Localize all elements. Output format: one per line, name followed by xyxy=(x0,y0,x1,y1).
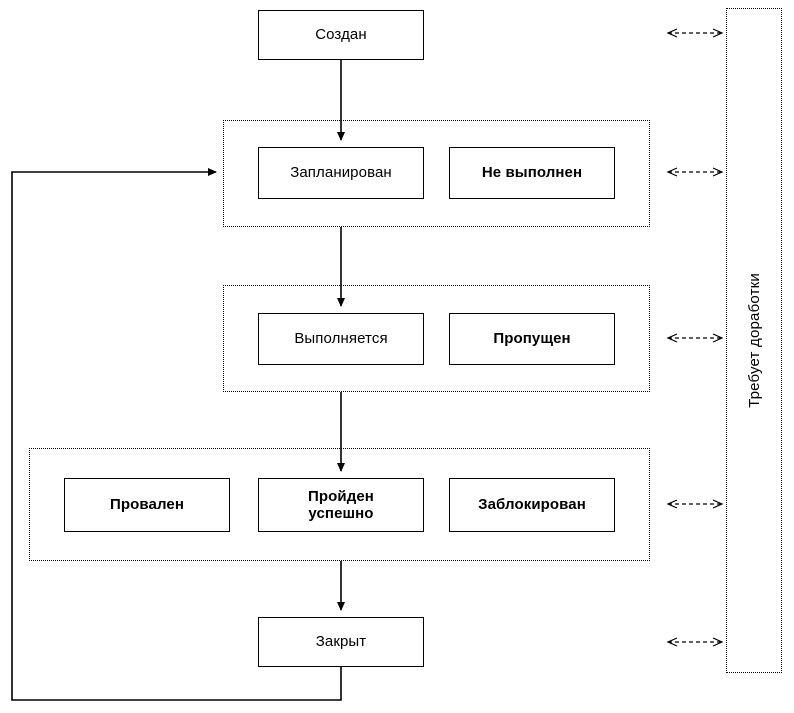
node-failed[interactable] xyxy=(64,478,230,532)
node-blocked-label: Заблокирован xyxy=(478,496,586,514)
node-not-done-label: Не выполнен xyxy=(481,164,583,182)
node-closed[interactable] xyxy=(258,617,424,667)
node-rework[interactable] xyxy=(726,8,782,673)
node-failed-label: Провален xyxy=(109,496,184,514)
node-created-label: Создан xyxy=(315,26,367,44)
node-in-progress-label: Выполняется xyxy=(294,330,388,348)
node-planned-label: Запланирован xyxy=(290,164,392,182)
node-skipped[interactable] xyxy=(449,313,615,365)
node-in-progress[interactable] xyxy=(258,313,424,365)
node-blocked[interactable] xyxy=(449,478,615,532)
node-closed-label: Закрыт xyxy=(315,633,367,651)
node-created[interactable] xyxy=(258,10,424,60)
node-rework-label: Требует доработки xyxy=(745,273,763,408)
node-skipped-label: Пропущен xyxy=(493,330,571,348)
node-not-done[interactable] xyxy=(449,147,615,199)
node-planned[interactable] xyxy=(258,147,424,199)
node-passed[interactable] xyxy=(258,478,424,532)
node-passed-label: Пройден успешно xyxy=(308,487,374,522)
